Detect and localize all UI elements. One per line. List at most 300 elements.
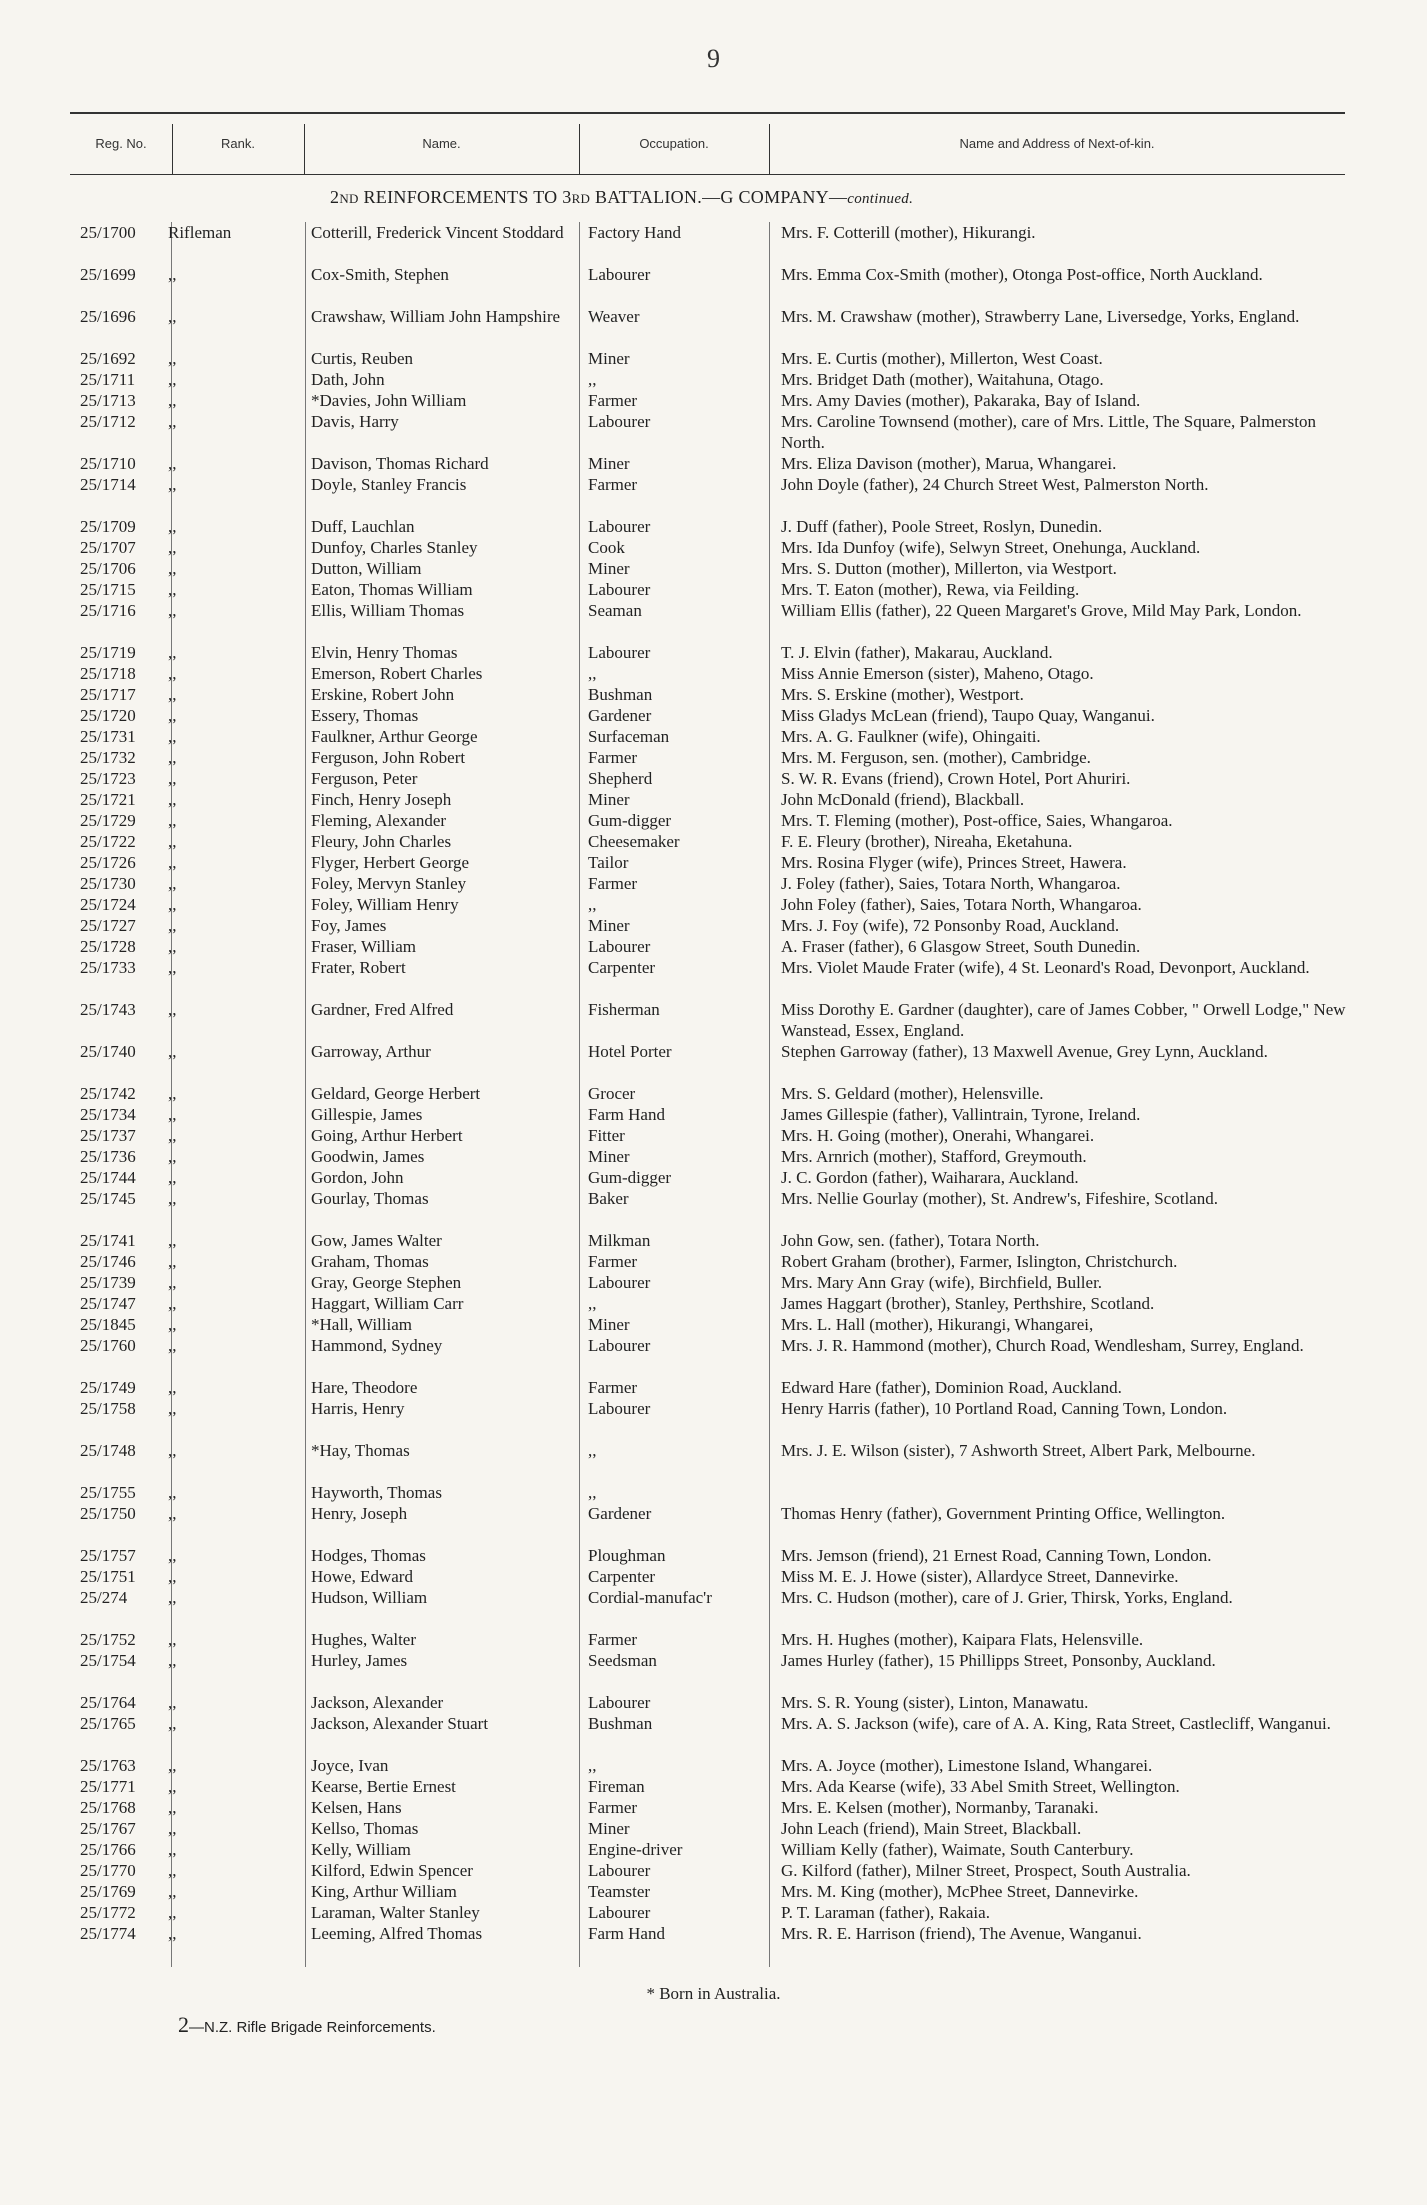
table-row <box>0 1083 1427 1104</box>
rank-cell: ,, <box>168 727 177 746</box>
footnote: * Born in Australia. <box>646 1984 781 2003</box>
name-cell: Faulkner, Arthur George <box>311 727 478 746</box>
rank-cell: ,, <box>168 1546 177 1565</box>
reg-no-cell: 25/1715 <box>80 580 136 599</box>
table-row <box>0 873 1427 894</box>
rank-cell: ,, <box>168 853 177 872</box>
roster-table <box>0 222 1427 1944</box>
table-row <box>0 1041 1427 1083</box>
occupation-cell: Labourer <box>588 1336 651 1355</box>
reg-no-cell: 25/1757 <box>80 1546 136 1565</box>
next-of-kin-cell: Mrs. A. S. Jackson (wife), care of A. A. King, Rata Street, Castlecliff, Wanganui. <box>781 1714 1331 1733</box>
rank-cell: ,, <box>168 895 177 914</box>
rank-cell: ,, <box>168 937 177 956</box>
table-row <box>0 1629 1427 1650</box>
next-of-kin-cell: Miss Annie Emerson (sister), Maheno, Otago. <box>781 664 1094 683</box>
rank-cell: ,, <box>168 1042 177 1061</box>
reg-no-cell: 25/1760 <box>80 1336 136 1355</box>
table-row <box>0 390 1427 411</box>
next-of-kin-cell: Mrs. T. Eaton (mother), Rewa, via Feilding. <box>781 580 1080 599</box>
reg-no-cell: 25/1736 <box>80 1147 136 1166</box>
rank-cell: ,, <box>168 1693 177 1712</box>
name-cell: Gow, James Walter <box>311 1231 442 1250</box>
table-row <box>0 663 1427 684</box>
name-cell: Davis, Harry <box>311 412 399 431</box>
name-cell: Emerson, Robert Charles <box>311 664 483 683</box>
name-cell: Essery, Thomas <box>311 706 419 725</box>
occupation-cell: ,, <box>588 1294 597 1313</box>
occupation-cell: Tailor <box>588 853 629 872</box>
name-cell: Erskine, Robert John <box>311 685 455 704</box>
next-of-kin-cell: J. Foley (father), Saies, Totara North, Whangaroa. <box>781 874 1121 893</box>
table-row <box>0 1377 1427 1398</box>
table-row <box>0 1293 1427 1314</box>
name-cell: Hodges, Thomas <box>311 1546 426 1565</box>
occupation-cell: Miner <box>588 1147 630 1166</box>
reg-no-cell: 25/1699 <box>80 265 136 284</box>
name-cell: Cox-Smith, Stephen <box>311 265 449 284</box>
reg-no-cell: 25/1747 <box>80 1294 136 1313</box>
next-of-kin-cell: Mrs. Jemson (friend), 21 Ernest Road, Canning Town, London. <box>781 1546 1212 1565</box>
reg-no-cell: 25/1696 <box>80 307 136 326</box>
table-row <box>0 474 1427 516</box>
reg-no-cell: 25/1720 <box>80 706 136 725</box>
reg-no-cell: 25/1746 <box>80 1252 136 1271</box>
table-row <box>0 1755 1427 1776</box>
reg-no-cell: 25/1733 <box>80 958 136 977</box>
reg-no-cell: 25/1716 <box>80 601 136 620</box>
section-title-part: REINFORCEMENTS TO 3 <box>358 187 572 207</box>
occupation-cell: Fitter <box>588 1126 625 1145</box>
occupation-cell: ,, <box>588 1483 597 1502</box>
name-cell: Kelly, William <box>311 1840 411 1859</box>
table-row <box>0 642 1427 663</box>
name-cell: Jackson, Alexander Stuart <box>311 1714 489 1733</box>
occupation-cell: Baker <box>588 1189 629 1208</box>
reg-no-cell: 25/1734 <box>80 1105 136 1124</box>
occupation-cell: Carpenter <box>588 1567 656 1586</box>
rank-cell: ,, <box>168 1588 177 1607</box>
next-of-kin-cell: Miss M. E. J. Howe (sister), Allardyce Street, Dannevirke. <box>781 1567 1179 1586</box>
rank-cell: ,, <box>168 811 177 830</box>
table-row <box>0 1881 1427 1902</box>
rank-cell: ,, <box>168 1882 177 1901</box>
rank-cell: ,, <box>168 1504 177 1523</box>
occupation-cell: Labourer <box>588 412 651 431</box>
next-of-kin-cell: Mrs. Amy Davies (mother), Pakaraka, Bay of Island. <box>781 391 1141 410</box>
next-of-kin-cell: John McDonald (friend), Blackball. <box>781 790 1025 809</box>
reg-no-cell: 25/1764 <box>80 1693 136 1712</box>
reg-no-cell: 25/1745 <box>80 1189 136 1208</box>
table-row <box>0 1272 1427 1293</box>
reg-no-cell: 25/1769 <box>80 1882 136 1901</box>
header-rank: Rank. <box>221 136 255 151</box>
rank-cell: ,, <box>168 1567 177 1586</box>
name-cell: Hammond, Sydney <box>311 1336 443 1355</box>
table-row <box>0 1692 1427 1713</box>
reg-no-cell: 25/1719 <box>80 643 136 662</box>
name-cell: Garroway, Arthur <box>311 1042 431 1061</box>
name-cell: Hudson, William <box>311 1588 428 1607</box>
next-of-kin-cell: Mrs. Rosina Flyger (wife), Princes Street, Hawera. <box>781 853 1127 872</box>
rank-cell: ,, <box>168 1378 177 1397</box>
name-cell: Goodwin, James <box>311 1147 425 1166</box>
table-row <box>0 1818 1427 1839</box>
occupation-cell: Teamster <box>588 1882 651 1901</box>
header-next-of-kin: Name and Address of Next-of-kin. <box>959 136 1155 151</box>
name-cell: *Hay, Thomas <box>311 1441 410 1460</box>
occupation-cell: Miner <box>588 1819 630 1838</box>
occupation-cell: Surfaceman <box>588 727 670 746</box>
table-row <box>0 369 1427 390</box>
occupation-cell: Fireman <box>588 1777 645 1796</box>
reg-no-cell: 25/1730 <box>80 874 136 893</box>
next-of-kin-cell: James Haggart (brother), Stanley, Perthshire, Scotland. <box>781 1294 1155 1313</box>
next-of-kin-cell: Mrs. T. Fleming (mother), Post-office, Saies, Whangaroa. <box>781 811 1173 830</box>
occupation-cell: Hotel Porter <box>588 1042 672 1061</box>
table-row <box>0 936 1427 957</box>
name-cell: Doyle, Stanley Francis <box>311 475 467 494</box>
occupation-cell: Milkman <box>588 1231 651 1250</box>
table-row <box>0 1650 1427 1692</box>
occupation-cell: Weaver <box>588 307 640 326</box>
table-row <box>0 579 1427 600</box>
occupation-cell: Farmer <box>588 1378 638 1397</box>
table-row <box>0 600 1427 642</box>
rank-cell: ,, <box>168 1483 177 1502</box>
reg-no-cell: 25/1748 <box>80 1441 136 1460</box>
rank-cell: ,, <box>168 1441 177 1460</box>
rank-cell: ,, <box>168 1399 177 1418</box>
next-of-kin-cell: Mrs. Caroline Townsend (mother), care of Mrs. Little, The Square, Palmerston North. <box>781 412 1316 452</box>
rank-cell: ,, <box>168 790 177 809</box>
name-cell: Frater, Robert <box>311 958 406 977</box>
reg-no-cell: 25/1737 <box>80 1126 136 1145</box>
name-cell: Haggart, William Carr <box>311 1294 464 1313</box>
next-of-kin-cell: Thomas Henry (father), Government Printing Office, Wellington. <box>781 1504 1226 1523</box>
reg-no-cell: 25/1771 <box>80 1777 136 1796</box>
rank-cell: ,, <box>168 1294 177 1313</box>
table-row <box>0 1398 1427 1440</box>
table-row <box>0 411 1427 453</box>
name-cell: Foy, James <box>311 916 387 935</box>
name-cell: Flyger, Herbert George <box>311 853 470 872</box>
next-of-kin-cell: Mrs. M. Ferguson, sen. (mother), Cambridge. <box>781 748 1091 767</box>
occupation-cell: Labourer <box>588 643 651 662</box>
rank-cell: ,, <box>168 517 177 536</box>
name-cell: Leeming, Alfred Thomas <box>311 1924 483 1943</box>
name-cell: Davison, Thomas Richard <box>311 454 489 473</box>
occupation-cell: Bushman <box>588 1714 653 1733</box>
rank-cell: ,, <box>168 349 177 368</box>
next-of-kin-cell: Mrs. S. Geldard (mother), Helensville. <box>781 1084 1044 1103</box>
reg-no-cell: 25/1727 <box>80 916 136 935</box>
reg-no-cell: 25/1743 <box>80 1000 136 1019</box>
occupation-cell: Seedsman <box>588 1651 657 1670</box>
reg-no-cell: 25/1742 <box>80 1084 136 1103</box>
footer-text: —N.Z. Rifle Brigade Reinforcements. <box>189 2019 436 2036</box>
rank-cell: ,, <box>168 685 177 704</box>
table-row <box>0 306 1427 348</box>
section-title <box>330 187 1210 208</box>
reg-no-cell: 25/1729 <box>80 811 136 830</box>
reg-no-cell: 25/1713 <box>80 391 136 410</box>
occupation-cell: Miner <box>588 916 630 935</box>
reg-no-cell: 25/1755 <box>80 1483 136 1502</box>
name-cell: Dutton, William <box>311 559 422 578</box>
occupation-cell: Gum-digger <box>588 811 672 830</box>
next-of-kin-cell: Mrs. Eliza Davison (mother), Marua, Whangarei. <box>781 454 1117 473</box>
table-row <box>0 1839 1427 1860</box>
occupation-cell: Labourer <box>588 1273 651 1292</box>
next-of-kin-cell: Miss Dorothy E. Gardner (daughter), care of James Cobber, " Orwell Lodge," New Wanstead, Essex, England. <box>781 1000 1346 1040</box>
reg-no-cell: 25/1739 <box>80 1273 136 1292</box>
occupation-cell: Fisherman <box>588 1000 660 1019</box>
next-of-kin-cell: Mrs. S. Erskine (mother), Westport. <box>781 685 1024 704</box>
occupation-cell: Miner <box>588 454 630 473</box>
table-header <box>70 112 1345 175</box>
rank-cell: ,, <box>168 1336 177 1355</box>
next-of-kin-cell: Mrs. S. Dutton (mother), Millerton, via Westport. <box>781 559 1117 578</box>
reg-no-cell: 25/1766 <box>80 1840 136 1859</box>
name-cell: Jackson, Alexander <box>311 1693 444 1712</box>
reg-no-cell: 25/1751 <box>80 1567 136 1586</box>
occupation-cell: Miner <box>588 559 630 578</box>
name-cell: Hayworth, Thomas <box>311 1483 442 1502</box>
table-row <box>0 1713 1427 1755</box>
occupation-cell: ,, <box>588 370 597 389</box>
table-row <box>0 705 1427 726</box>
table-row <box>0 1776 1427 1797</box>
rank-cell: ,, <box>168 1651 177 1670</box>
reg-no-cell: 25/1728 <box>80 937 136 956</box>
next-of-kin-cell: Mrs. Ida Dunfoy (wife), Selwyn Street, Onehunga, Auckland. <box>781 538 1201 557</box>
next-of-kin-cell: Mrs. M. Crawshaw (mother), Strawberry Lane, Liversedge, Yorks, England. <box>781 307 1300 326</box>
occupation-cell: Gum-digger <box>588 1168 672 1187</box>
page-footer <box>178 2012 436 2038</box>
occupation-cell: ,, <box>588 664 597 683</box>
rank-cell: ,, <box>168 1777 177 1796</box>
name-cell: Gillespie, James <box>311 1105 423 1124</box>
next-of-kin-cell: Mrs. Arnrich (mother), Stafford, Greymouth. <box>781 1147 1087 1166</box>
table-row <box>0 537 1427 558</box>
rank-cell: ,, <box>168 1147 177 1166</box>
reg-no-cell: 25/1732 <box>80 748 136 767</box>
rank-cell: ,, <box>168 1252 177 1271</box>
name-cell: Gordon, John <box>311 1168 404 1187</box>
occupation-cell: Miner <box>588 790 630 809</box>
rank-cell: ,, <box>168 748 177 767</box>
name-cell: Hughes, Walter <box>311 1630 417 1649</box>
next-of-kin-cell: William Ellis (father), 22 Queen Margaret's Grove, Mild May Park, London. <box>781 601 1302 620</box>
table-row <box>0 1797 1427 1818</box>
next-of-kin-cell: Miss Gladys McLean (friend), Taupo Quay, Wanganui. <box>781 706 1155 725</box>
name-cell: Howe, Edward <box>311 1567 413 1586</box>
name-cell: Eaton, Thomas William <box>311 580 473 599</box>
table-row <box>0 1125 1427 1146</box>
occupation-cell: Gardener <box>588 1504 652 1523</box>
table-row <box>0 999 1427 1041</box>
rank-cell: ,, <box>168 706 177 725</box>
next-of-kin-cell: Mrs. J. E. Wilson (sister), 7 Ashworth Street, Albert Park, Melbourne. <box>781 1441 1256 1460</box>
next-of-kin-cell: S. W. R. Evans (friend), Crown Hotel, Port Ahuriri. <box>781 769 1131 788</box>
next-of-kin-cell: Mrs. A. Joyce (mother), Limestone Island, Whangarei. <box>781 1756 1153 1775</box>
table-row <box>0 1146 1427 1167</box>
table-row <box>0 348 1427 369</box>
table-row <box>0 1188 1427 1230</box>
rank-cell: ,, <box>168 916 177 935</box>
next-of-kin-cell: Mrs. L. Hall (mother), Hikurangi, Whangarei, <box>781 1315 1094 1334</box>
table-row <box>0 1440 1427 1482</box>
next-of-kin-cell: Mrs. E. Kelsen (mother), Normanby, Taranaki. <box>781 1798 1099 1817</box>
reg-no-cell: 25/1706 <box>80 559 136 578</box>
rank-cell: ,, <box>168 475 177 494</box>
name-cell: Kilford, Edwin Spencer <box>311 1861 473 1880</box>
rank-cell: ,, <box>168 664 177 683</box>
table-row <box>0 516 1427 537</box>
occupation-cell: Labourer <box>588 937 651 956</box>
next-of-kin-cell: Henry Harris (father), 10 Portland Road, Canning Town, London. <box>781 1399 1228 1418</box>
name-cell: Fleming, Alexander <box>311 811 447 830</box>
occupation-cell: Farm Hand <box>588 1924 665 1943</box>
occupation-cell: ,, <box>588 1756 597 1775</box>
rank-cell: ,, <box>168 601 177 620</box>
occupation-cell: Farmer <box>588 748 638 767</box>
occupation-cell: ,, <box>588 1441 597 1460</box>
reg-no-cell: 25/1740 <box>80 1042 136 1061</box>
table-row <box>0 222 1427 264</box>
name-cell: Duff, Lauchlan <box>311 517 415 536</box>
reg-no-cell: 25/1754 <box>80 1651 136 1670</box>
name-cell: Foley, William Henry <box>311 895 459 914</box>
rank-cell: ,, <box>168 1231 177 1250</box>
rank-cell: ,, <box>168 412 177 431</box>
next-of-kin-cell: J. Duff (father), Poole Street, Roslyn, Dunedin. <box>781 517 1103 536</box>
name-cell: *Davies, John William <box>311 391 467 410</box>
header-occupation: Occupation. <box>639 136 709 151</box>
reg-no-cell: 25/1718 <box>80 664 136 683</box>
name-cell: Kelsen, Hans <box>311 1798 402 1817</box>
rank-cell: ,, <box>168 1273 177 1292</box>
reg-no-cell: 25/1749 <box>80 1378 136 1397</box>
next-of-kin-cell: Mrs. H. Hughes (mother), Kaipara Flats, Helensville. <box>781 1630 1144 1649</box>
next-of-kin-cell: Mrs. E. Curtis (mother), Millerton, West Coast. <box>781 349 1103 368</box>
table-row <box>0 1902 1427 1923</box>
name-cell: Joyce, Ivan <box>311 1756 389 1775</box>
occupation-cell: Shepherd <box>588 769 653 788</box>
reg-no-cell: 25/1707 <box>80 538 136 557</box>
table-row <box>0 1104 1427 1125</box>
reg-no-cell: 25/1752 <box>80 1630 136 1649</box>
rank-cell: ,, <box>168 958 177 977</box>
next-of-kin-cell: Mrs. Violet Maude Frater (wife), 4 St. Leonard's Road, Devonport, Auckland. <box>781 958 1310 977</box>
next-of-kin-cell: Mrs. M. King (mother), McPhee Street, Dannevirke. <box>781 1882 1139 1901</box>
reg-no-cell: 25/1714 <box>80 475 136 494</box>
occupation-cell: Grocer <box>588 1084 636 1103</box>
table-row <box>0 915 1427 936</box>
name-cell: King, Arthur William <box>311 1882 457 1901</box>
rank-cell: ,, <box>168 874 177 893</box>
reg-no-cell: 25/1772 <box>80 1903 136 1922</box>
section-title-part: ND <box>339 191 359 206</box>
rank-cell: ,, <box>168 370 177 389</box>
occupation-cell: Cordial-manufac'r <box>588 1588 712 1607</box>
occupation-cell: Farmer <box>588 391 638 410</box>
table-row <box>0 1314 1427 1335</box>
table-row <box>0 264 1427 306</box>
footer-number: 2 <box>178 2012 189 2037</box>
next-of-kin-cell: Stephen Garroway (father), 13 Maxwell Avenue, Grey Lynn, Auckland. <box>781 1042 1268 1061</box>
next-of-kin-cell: Mrs. J. Foy (wife), 72 Ponsonby Road, Auckland. <box>781 916 1120 935</box>
next-of-kin-cell: Robert Graham (brother), Farmer, Islington, Christchurch. <box>781 1252 1178 1271</box>
next-of-kin-cell: Mrs. Nellie Gourlay (mother), St. Andrew's, Fifeshire, Scotland. <box>781 1189 1218 1208</box>
next-of-kin-cell: Mrs. H. Going (mother), Onerahi, Whangarei. <box>781 1126 1095 1145</box>
reg-no-cell: 25/1710 <box>80 454 136 473</box>
table-row <box>0 1230 1427 1251</box>
name-cell: Curtis, Reuben <box>311 349 413 368</box>
reg-no-cell: 25/1768 <box>80 1798 136 1817</box>
next-of-kin-cell: Mrs. R. E. Harrison (friend), The Avenue, Wanganui. <box>781 1924 1142 1943</box>
next-of-kin-cell: James Hurley (father), 15 Phillipps Street, Ponsonby, Auckland. <box>781 1651 1216 1670</box>
next-of-kin-cell: Mrs. A. G. Faulkner (wife), Ohingaiti. <box>781 727 1041 746</box>
rank-cell: ,, <box>168 391 177 410</box>
reg-no-cell: 25/1763 <box>80 1756 136 1775</box>
occupation-cell: Farmer <box>588 874 638 893</box>
reg-no-cell: 25/274 <box>80 1588 128 1607</box>
name-cell: Harris, Henry <box>311 1399 405 1418</box>
name-cell: Dunfoy, Charles Stanley <box>311 538 478 557</box>
rank-cell: ,, <box>168 832 177 851</box>
next-of-kin-cell: A. Fraser (father), 6 Glasgow Street, South Dunedin. <box>781 937 1141 956</box>
rank-cell: ,, <box>168 1084 177 1103</box>
next-of-kin-cell: T. J. Elvin (father), Makarau, Auckland. <box>781 643 1053 662</box>
reg-no-cell: 25/1774 <box>80 1924 136 1943</box>
rank-cell: ,, <box>168 1630 177 1649</box>
section-title-continued: continued. <box>847 191 914 207</box>
name-cell: Kellso, Thomas <box>311 1819 419 1838</box>
next-of-kin-cell: Mrs. Bridget Dath (mother), Waitahuna, Otago. <box>781 370 1104 389</box>
occupation-cell: Cook <box>588 538 625 557</box>
reg-no-cell: 25/1723 <box>80 769 136 788</box>
name-cell: Ferguson, John Robert <box>311 748 466 767</box>
rank-cell: ,, <box>168 559 177 578</box>
name-cell: Cotterill, Frederick Vincent Stoddard <box>311 223 564 242</box>
next-of-kin-cell: P. T. Laraman (father), Rakaia. <box>781 1903 990 1922</box>
next-of-kin-cell: James Gillespie (father), Vallintrain, Tyrone, Ireland. <box>781 1105 1141 1124</box>
rank-cell: ,, <box>168 538 177 557</box>
occupation-cell: Miner <box>588 1315 630 1334</box>
rank-cell: ,, <box>168 1861 177 1880</box>
occupation-cell: Labourer <box>588 1861 651 1880</box>
rank-cell: ,, <box>168 580 177 599</box>
next-of-kin-cell: G. Kilford (father), Milner Street, Prospect, South Australia. <box>781 1861 1191 1880</box>
reg-no-cell: 25/1692 <box>80 349 136 368</box>
reg-no-cell: 25/1711 <box>80 370 136 389</box>
table-row <box>0 1167 1427 1188</box>
next-of-kin-cell: Mrs. Emma Cox-Smith (mother), Otonga Post-office, North Auckland. <box>781 265 1263 284</box>
name-cell: Going, Arthur Herbert <box>311 1126 463 1145</box>
table-row <box>0 1251 1427 1272</box>
rank-cell: ,, <box>168 1819 177 1838</box>
name-cell: Ferguson, Peter <box>311 769 418 788</box>
occupation-cell: Bushman <box>588 685 653 704</box>
next-of-kin-cell: William Kelly (father), Waimate, South Canterbury. <box>781 1840 1134 1859</box>
next-of-kin-cell: F. E. Fleury (brother), Nireaha, Eketahuna. <box>781 832 1073 851</box>
rank-cell: ,, <box>168 307 177 326</box>
next-of-kin-cell: Mrs. S. R. Young (sister), Linton, Manawatu. <box>781 1693 1089 1712</box>
name-cell: Hare, Theodore <box>311 1378 418 1397</box>
next-of-kin-cell: Mrs. Ada Kearse (wife), 33 Abel Smith Street, Wellington. <box>781 1777 1180 1796</box>
